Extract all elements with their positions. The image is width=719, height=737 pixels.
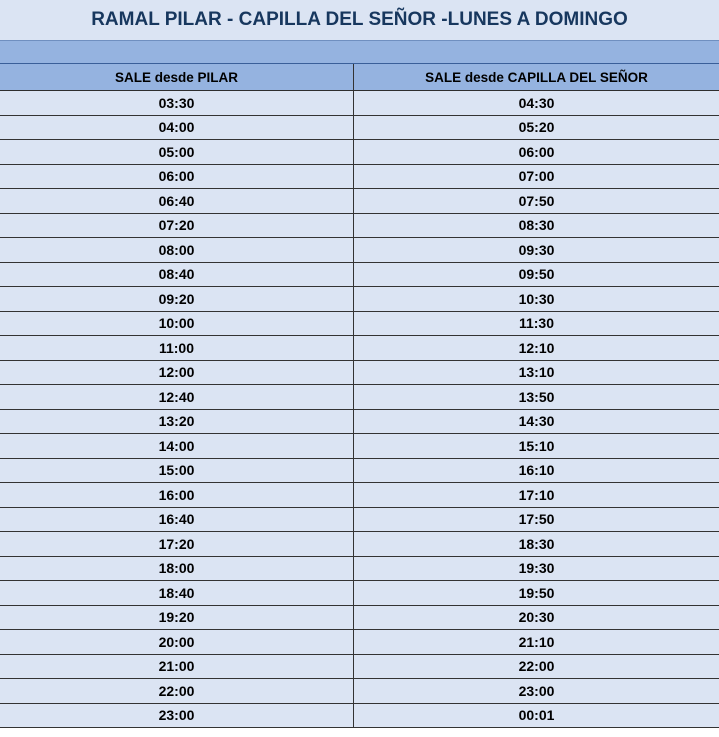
time-capilla: 19:30 [354, 556, 719, 581]
time-pilar: 03:30 [0, 91, 354, 116]
table-row [0, 679, 719, 704]
time-pilar: 08:40 [0, 262, 354, 287]
table-row [0, 703, 719, 728]
time-pilar: 18:00 [0, 556, 354, 581]
table-row [0, 213, 719, 238]
time-capilla: 16:10 [354, 458, 719, 483]
time-capilla: 09:30 [354, 238, 719, 263]
schedule-table [0, 64, 719, 728]
time-pilar: 20:00 [0, 630, 354, 655]
time-pilar: 19:20 [0, 605, 354, 630]
time-pilar: 10:00 [0, 311, 354, 336]
table-row [0, 654, 719, 679]
time-capilla: 17:50 [354, 507, 719, 532]
table-row [0, 115, 719, 140]
time-capilla: 08:30 [354, 213, 719, 238]
time-pilar: 22:00 [0, 679, 354, 704]
table-row [0, 140, 719, 165]
time-capilla: 23:00 [354, 679, 719, 704]
time-capilla: 19:50 [354, 581, 719, 606]
time-pilar: 06:40 [0, 189, 354, 214]
header-capilla: SALE desde CAPILLA DEL SEÑOR [354, 64, 719, 91]
table-row [0, 164, 719, 189]
time-capilla: 00:01 [354, 703, 719, 728]
time-pilar: 18:40 [0, 581, 354, 606]
time-capilla: 07:50 [354, 189, 719, 214]
table-row [0, 336, 719, 361]
table-row [0, 581, 719, 606]
time-pilar: 23:00 [0, 703, 354, 728]
time-pilar: 11:00 [0, 336, 354, 361]
time-pilar: 08:00 [0, 238, 354, 263]
time-capilla: 04:30 [354, 91, 719, 116]
time-capilla: 17:10 [354, 483, 719, 508]
table-row [0, 630, 719, 655]
time-pilar: 21:00 [0, 654, 354, 679]
table-row [0, 238, 719, 263]
schedule-body [0, 91, 719, 728]
page-title: RAMAL PILAR - CAPILLA DEL SEÑOR -LUNES A DOMINGO [0, 0, 719, 41]
time-capilla: 18:30 [354, 532, 719, 557]
time-pilar: 13:20 [0, 409, 354, 434]
time-capilla: 14:30 [354, 409, 719, 434]
header-row [0, 64, 719, 91]
table-row [0, 189, 719, 214]
table-row [0, 385, 719, 410]
time-pilar: 16:40 [0, 507, 354, 532]
table-row [0, 458, 719, 483]
time-pilar: 16:00 [0, 483, 354, 508]
table-row [0, 360, 719, 385]
time-capilla: 10:30 [354, 287, 719, 312]
table-row [0, 409, 719, 434]
table-row [0, 507, 719, 532]
time-pilar: 12:40 [0, 385, 354, 410]
time-pilar: 15:00 [0, 458, 354, 483]
time-capilla: 21:10 [354, 630, 719, 655]
table-row [0, 287, 719, 312]
table-row [0, 605, 719, 630]
time-pilar: 07:20 [0, 213, 354, 238]
time-capilla: 12:10 [354, 336, 719, 361]
time-pilar: 09:20 [0, 287, 354, 312]
time-pilar: 14:00 [0, 434, 354, 459]
time-pilar: 05:00 [0, 140, 354, 165]
time-pilar: 06:00 [0, 164, 354, 189]
time-pilar: 12:00 [0, 360, 354, 385]
time-capilla: 15:10 [354, 434, 719, 459]
header-pilar: SALE desde PILAR [0, 64, 354, 91]
table-row [0, 532, 719, 557]
time-pilar: 17:20 [0, 532, 354, 557]
time-capilla: 22:00 [354, 654, 719, 679]
time-capilla: 11:30 [354, 311, 719, 336]
table-row [0, 556, 719, 581]
time-capilla: 13:10 [354, 360, 719, 385]
header-band [0, 41, 719, 64]
time-capilla: 09:50 [354, 262, 719, 287]
time-capilla: 06:00 [354, 140, 719, 165]
table-row [0, 262, 719, 287]
time-capilla: 13:50 [354, 385, 719, 410]
table-row [0, 311, 719, 336]
time-capilla: 05:20 [354, 115, 719, 140]
table-row [0, 434, 719, 459]
time-capilla: 07:00 [354, 164, 719, 189]
table-row [0, 483, 719, 508]
table-row [0, 91, 719, 116]
time-pilar: 04:00 [0, 115, 354, 140]
time-capilla: 20:30 [354, 605, 719, 630]
